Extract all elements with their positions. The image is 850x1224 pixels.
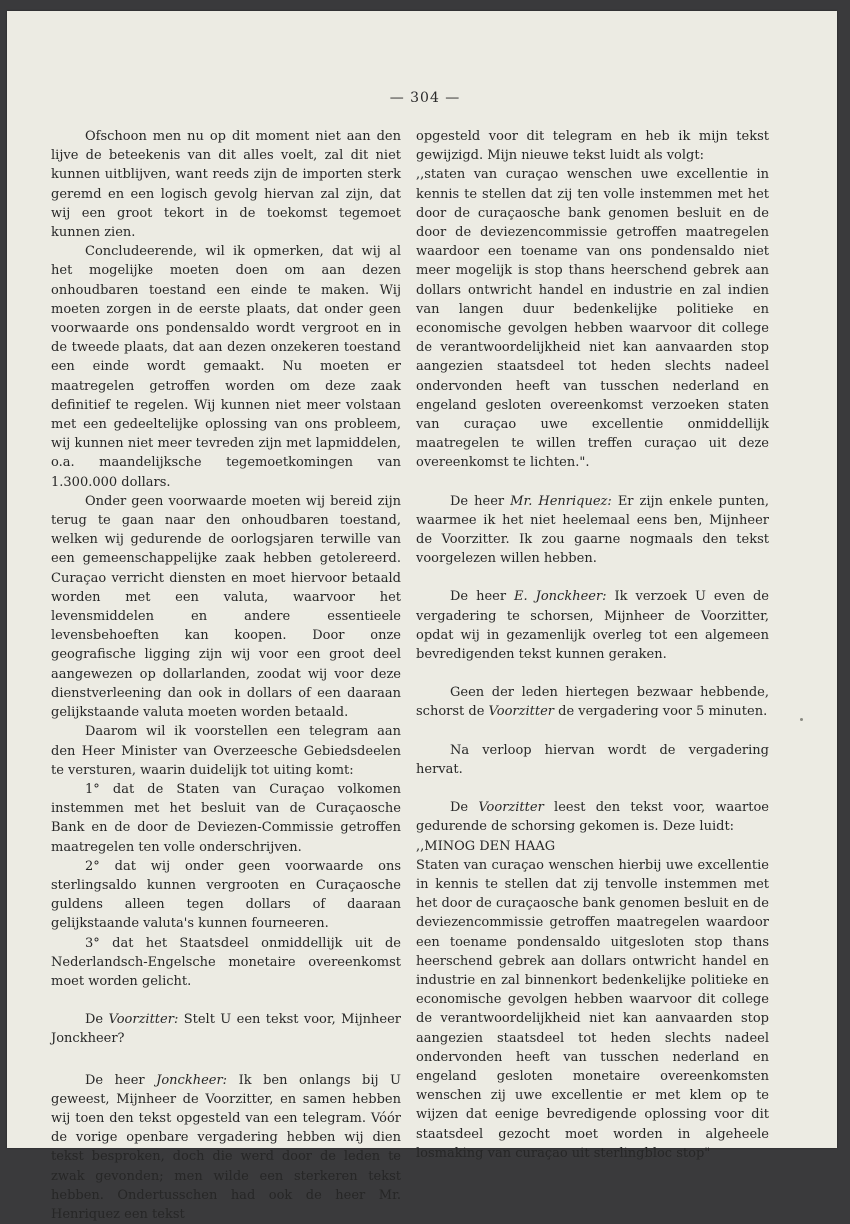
- speech-prefix: De heer: [450, 493, 511, 509]
- speech-prefix: De heer: [450, 589, 515, 605]
- left-column: [51, 127, 401, 1224]
- quoted-telegram-draft: ,,staten van curaçao wenschen uwe excellentie in kennis te stellen dat zij ten volle instemmen met het door de curaçaosche bank genomen besluit en de door de deviezencommissie getroffen maatregelen waardoor een toename van ons pondensaldo niet meer mogelijk is stop thans heerschend gebrek aan dollars ontwricht handel en industrie en zal indien van langen duur bedenkelijke politieke en economische gevolgen hebben waarvoor dit college de verantwoordelijkheid niet kan aanvaarden stop aangezien staatsdeel tot heden slechts nadeel ondervonden heeft van tusschen nederland en engeland gesloten overeenkomst verzoeken staten van curaçao uwe excellentie onmiddellijk maatregelen te willen treffen curaçao uit deze overeenkomst te lichten.".: [416, 167, 769, 471]
- telegram-header: ,,MINOG DEN HAAG: [416, 838, 556, 854]
- speech-voorzitter-reads: [416, 798, 769, 836]
- speaker-name: E. Jonckheer:: [514, 589, 607, 605]
- speech-henriquez: [416, 492, 769, 569]
- list-item: 3° dat het Staatsdeel onmiddellijk uit de Nederlandsch-Engelsche monetaire overeenkomst moet worden gelicht.: [51, 935, 401, 989]
- speech-prefix: Geen der leden hiertegen bezwaar hebbende, schorst de: [416, 685, 769, 720]
- right-column: [416, 127, 769, 1163]
- speaker-name: Voorzitter: [488, 704, 554, 720]
- paper-speck: [800, 718, 803, 721]
- speech-text: Ik verzoek U even de vergadering te schorsen, Mijnheer de Voorzitter, opdat wij in gezamenlijk overleg tot een algemeen bevredigenden tekst kunnen geraken.: [416, 589, 769, 663]
- speaker-name: Jonckheer:: [156, 1072, 228, 1088]
- speech-prefix: De: [450, 800, 479, 816]
- paragraph: Concludeerende, wil ik opmerken, dat wij al het mogelijke moeten doen om aan dezen onhoudbaren toestand een einde te maken. Wij moeten zorgen in de eerste plaats, dat onder geen voorwaarde ons pondensaldo wordt vergroot en in de tweede plaats, dat aan dezen onzekeren toestand een einde wordt gemaakt. Nu moeten er maatregelen getroffen worden om deze zaak definitief te regelen. Wij kunnen niet meer volstaan met een gedeeltelijke oplossing van ons probleem, wij kunnen niet meer tevreden zijn met lapmiddelen, o.a. maandelijksche tegemoetkomingen van 1.300.000 dollars.: [51, 244, 401, 490]
- speech-text: leest den tekst voor, waartoe gedurende de schorsing gekomen is. Deze luidt:: [416, 800, 770, 835]
- paragraph: opgesteld voor dit telegram en heb ik mijn tekst gewijzigd. Mijn nieuwe tekst luidt als volgt:: [416, 129, 769, 164]
- speaker-name: Mr. Henriquez:: [510, 493, 612, 509]
- telegram-body: Staten van curaçao wenschen hierbij uwe excellentie in kennis te stellen dat zij tenvolle instemmen met het door de curaçaosche bank genomen besluit en de deviezencommissie getroffen maatregelen waardoor een toename pondensaldo uitgesloten stop thans heerschend gebrek aan dollars ontwricht handel en industrie en zal binnenkort bedenkelijke politieke en economische gevolgen hebben waarvoor dit college de verantwoordelijkheid niet kan aanvaarden stop aangezien staatsdeel tot heden slechts nadeel ondervonden heeft van tusschen nederland en engeland gesloten monetaire overeenkomsten wenschen zij uwe excellentie er met klem op te wijzen dat eenige bevredigende oplossing voor dit staatsdeel gezocht moet worden in algeheele losmaking van curaçao uit sterlingbloc stop": [416, 857, 769, 1161]
- speaker-name: Voorzitter:: [108, 1012, 179, 1028]
- paragraph: Onder geen voorwaarde moeten wij bereid zijn terug te gaan naar den onhoudbaren toestand, welken wij gedurende de oorlogsjaren terwille van een gemeenschappelijke zaak hebben getolereerd. Curaçao verricht diensten en moet hiervoor betaald worden met een valuta, waarvoor het levensmiddelen en andere essentieele levensbehoeften kan koopen. Door onze geografische ligging zijn wij voor een groot deel aangewezen op dollarlanden, zoodat wij voor deze dienstverleening dan ook in dollars of een daaraan gelijkstaande valuta moeten worden betaald.: [51, 493, 401, 721]
- suspension-note: [416, 683, 769, 721]
- speech-text: Stelt U een tekst voor, Mijnheer Jonckheer?: [51, 1012, 402, 1047]
- list-item: 2° dat wij onder geen voorwaarde ons sterlingsaldo kunnen vergrooten en Curaçaosche guldens alleen tegen dollars of daaraan gelijkstaande valuta's kunnen fourneeren.: [51, 858, 401, 932]
- speaker-name: Voorzitter: [478, 800, 544, 816]
- paragraph: Ofschoon men nu op dit moment niet aan den lijve de beteekenis van dit alles voelt, zal dit niet kunnen uitblijven, want reeds zijn de importen sterk geremd en een logisch gevolg hiervan zal zijn, dat wij een groot tekort in de toekomst tegemoet kunnen zien.: [51, 129, 401, 241]
- list-item: 1° dat de Staten van Curaçao volkomen instemmen met het besluit van de Curaçaosche Bank en de door de Deviezen-Commissie getroffen maatregelen ten volle onderschrijven.: [51, 781, 401, 855]
- speech-text: Ik ben onlangs bij U geweest, Mijnheer de Voorzitter, en samen hebben wij toen den tekst opgesteld van een telegram. Vóór de vorige openbare vergadering hebben wij dien tekst besproken, doch die werd door de leden te zwak gevonden; men wilde een sterkeren tekst hebben. Ondertusschen had ook de heer Mr. Henriquez een tekst: [51, 1072, 401, 1222]
- speech-prefix: De: [85, 1012, 109, 1028]
- speech-voorzitter: [51, 1010, 401, 1048]
- speech-text: Er zijn enkele punten, waarmee ik het niet heelemaal eens ben, Mijnheer de Voorzitter. Ik zou gaarne nogmaals den tekst voorgelezen willen hebben.: [416, 493, 769, 567]
- speech-jonckheer: [51, 1071, 401, 1224]
- resume-note: Na verloop hiervan wordt de vergadering hervat.: [416, 742, 769, 777]
- speech-text: de vergadering voor 5 minuten.: [553, 704, 768, 720]
- paragraph: Daarom wil ik voorstellen een telegram aan den Heer Minister van Overzeesche Gebiedsdeelen te versturen, waarin duidelijk tot uiting komt:: [51, 724, 401, 778]
- speech-prefix: De heer: [85, 1072, 157, 1088]
- speech-e-jonckheer: [416, 587, 769, 664]
- page-number: — 304 —: [389, 90, 461, 106]
